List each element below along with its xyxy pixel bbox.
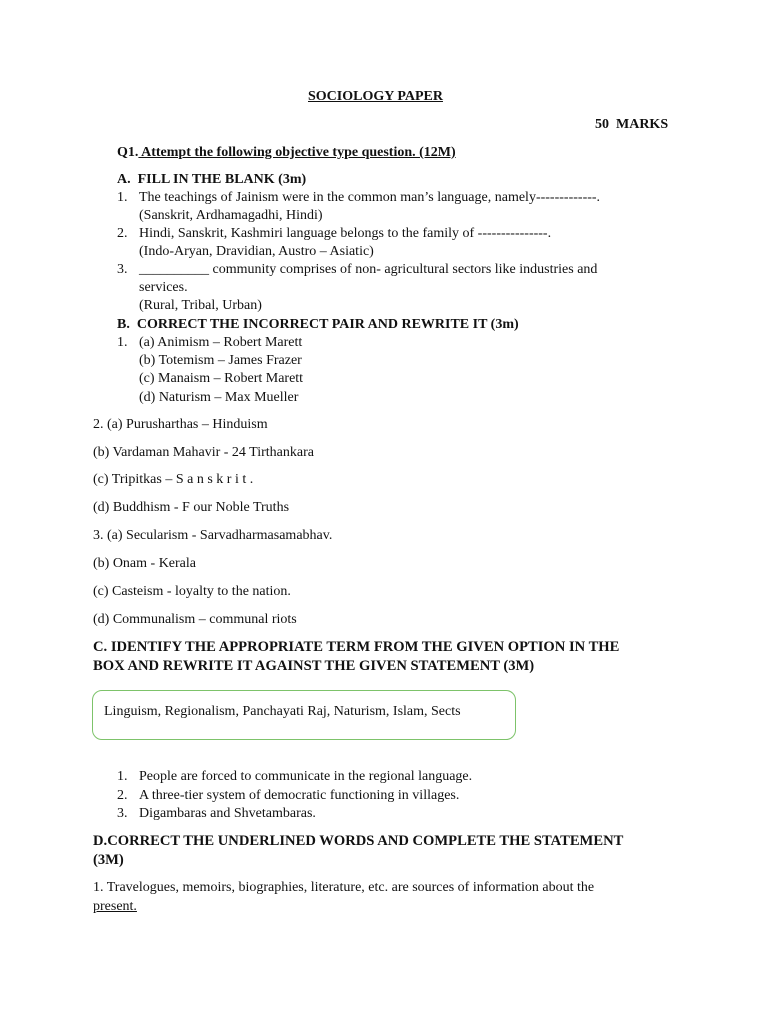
section-d-heading-line-2: (3M) xyxy=(93,852,124,868)
correction-1-text: 1. Travelogues, memoirs, biographies, literature, etc. are sources of information about the xyxy=(93,880,595,895)
item-number: 1. xyxy=(117,335,128,350)
fill-blank-3-text: __________ community comprises of non- agricultural sectors like industries and xyxy=(139,262,598,277)
item-number: 1. xyxy=(117,769,128,784)
pair-1b: (b) Totemism – James Frazer xyxy=(139,353,302,368)
item-number: 1. xyxy=(117,190,128,205)
section-a-heading: A. FILL IN THE BLANK (3m) xyxy=(117,172,307,187)
statement-3: Digambaras and Shvetambaras. xyxy=(139,806,316,821)
page-title: SOCIOLOGY PAPER xyxy=(308,89,443,104)
statement-2: A three-tier system of democratic functioning in villages. xyxy=(139,788,460,803)
fill-blank-2-text: Hindi, Sanskrit, Kashmiri language belongs to the family of ---------------. xyxy=(139,226,552,241)
pair-2c: (c) Tripitkas – S a n s k r i t . xyxy=(93,472,254,487)
options-list: Linguism, Regionalism, Panchayati Raj, Naturism, Islam, Sects xyxy=(104,704,461,719)
fill-blank-3-options: (Rural, Tribal, Urban) xyxy=(139,298,262,313)
pair-1a: (a) Animism – Robert Marett xyxy=(139,335,303,350)
correction-1-underlined-word: present. xyxy=(93,899,137,914)
question-1-label: Q1. xyxy=(117,145,139,160)
question-1-text: Attempt the following objective type question. (12M) xyxy=(138,145,456,160)
pair-3b: (b) Onam - Kerala xyxy=(93,556,197,571)
fill-blank-1-options: (Sanskrit, Ardhamagadhi, Hindi) xyxy=(139,208,323,223)
pair-2a: 2. (a) Purusharthas – Hinduism xyxy=(93,417,268,432)
section-b-heading: B. CORRECT THE INCORRECT PAIR AND REWRITE IT (3m) xyxy=(117,317,519,332)
pair-2d: (d) Buddhism - F our Noble Truths xyxy=(93,500,290,515)
options-box xyxy=(92,690,516,740)
section-c-heading-line-2: BOX AND REWRITE IT AGAINST THE GIVEN STATEMENT (3M) xyxy=(93,658,535,674)
section-c-heading-line-1: C. IDENTIFY THE APPROPRIATE TERM FROM THE GIVEN OPTION IN THE xyxy=(93,639,620,655)
fill-blank-3-text-cont: services. xyxy=(139,280,188,295)
pair-3c: (c) Casteism - loyalty to the nation. xyxy=(93,584,291,599)
item-number: 3. xyxy=(117,806,128,821)
pair-1d: (d) Naturism – Max Mueller xyxy=(139,390,299,405)
item-number: 3. xyxy=(117,262,128,277)
section-d-heading-line-1: D.CORRECT THE UNDERLINED WORDS AND COMPLETE THE STATEMENT xyxy=(93,833,624,849)
question-1-heading xyxy=(117,144,456,161)
item-number: 2. xyxy=(117,226,128,241)
pair-3a: 3. (a) Secularism - Sarvadharmasamabhav. xyxy=(93,528,333,543)
fill-blank-2-options: (Indo-Aryan, Dravidian, Austro – Asiatic) xyxy=(139,244,374,259)
fill-blank-1-text: The teachings of Jainism were in the common man’s language, namely-------------. xyxy=(139,190,601,205)
item-number: 2. xyxy=(117,788,128,803)
statement-1: People are forced to communicate in the regional language. xyxy=(139,769,473,784)
pair-1c: (c) Manaism – Robert Marett xyxy=(139,371,304,386)
pair-2b: (b) Vardaman Mahavir - 24 Tirthankara xyxy=(93,445,314,460)
pair-3d: (d) Communalism – communal riots xyxy=(93,612,297,627)
total-marks: 50 MARKS xyxy=(595,117,669,132)
